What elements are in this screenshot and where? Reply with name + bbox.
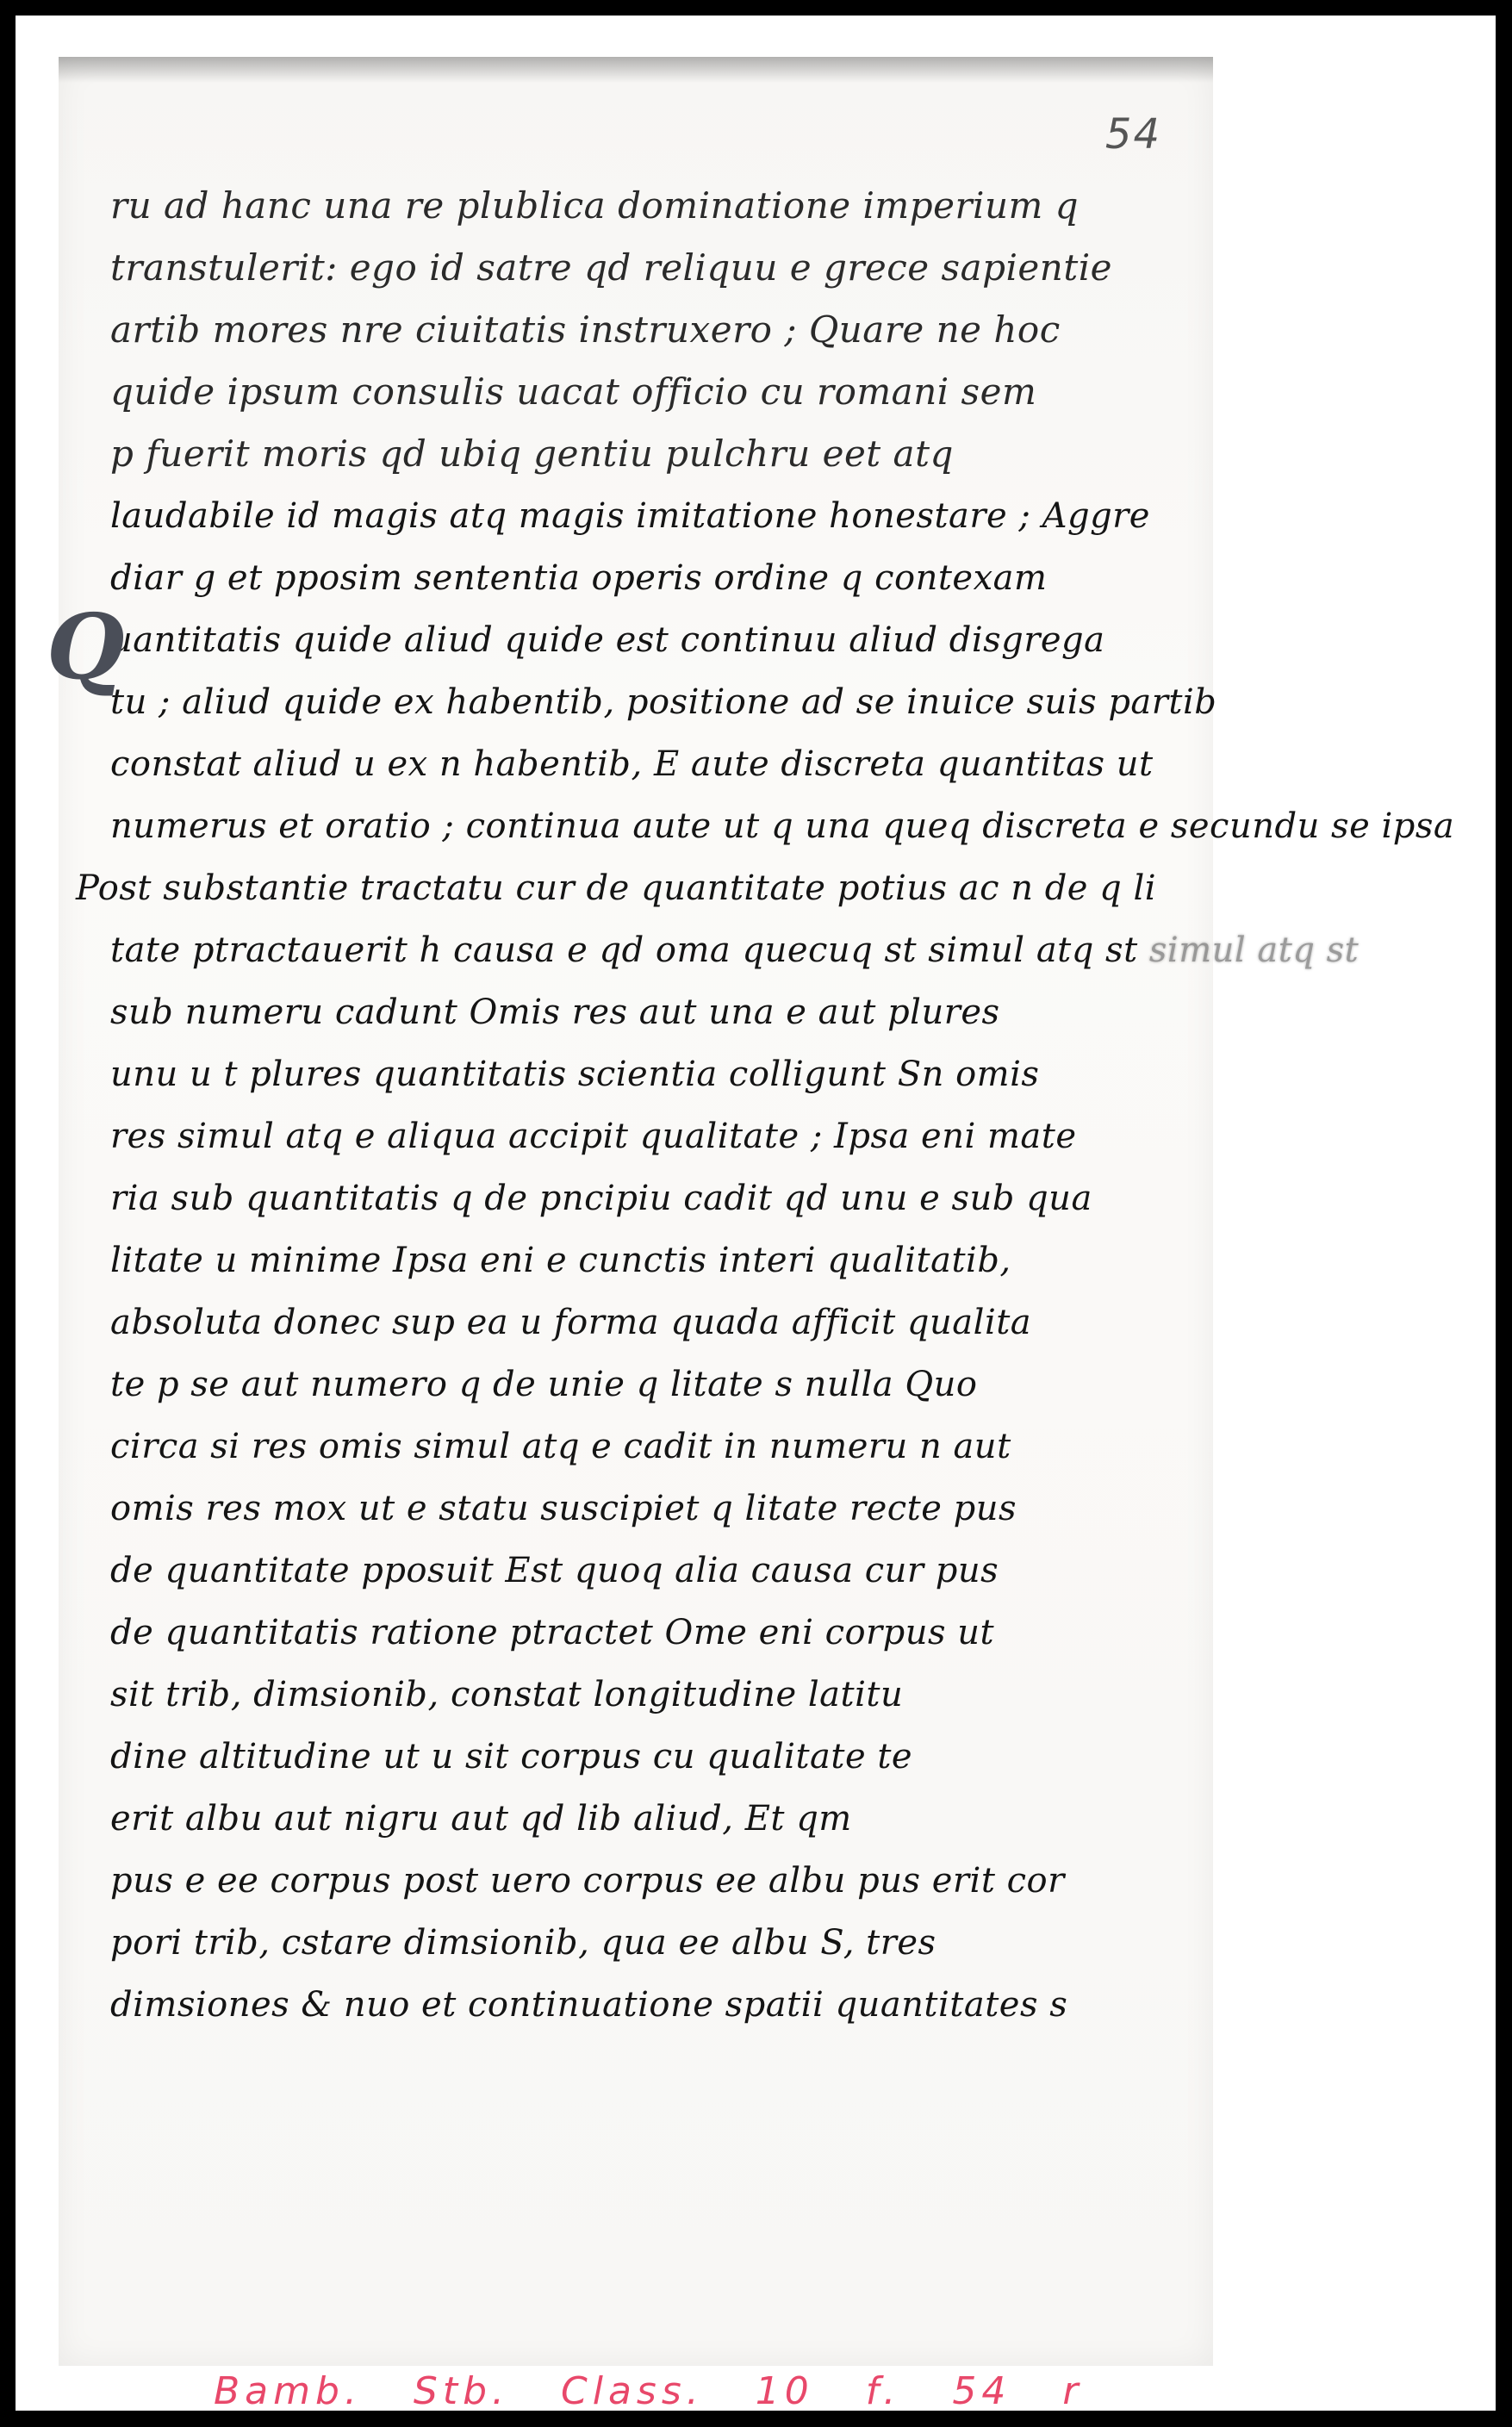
text-line: sit trib, dimsionib, constat longitudine latitu xyxy=(110,1675,904,1714)
text-line: transtulerit: ego id satre qd reliquu e grece sapientie xyxy=(110,246,1112,289)
text-line: ru ad hanc una re plublica dominatione imperium q xyxy=(110,184,1080,227)
text-line: res simul atq e aliqua accipit qualitate ; Ipsa eni mate xyxy=(110,1117,1077,1156)
text-line: dine altitudine ut u sit corpus cu qualitate te xyxy=(110,1737,913,1777)
smudged-fragment: simul atq st xyxy=(1148,930,1360,970)
text-line: artib mores nre ciuitatis instruxero ; Quare ne hoc xyxy=(110,308,1061,351)
text-line: pori trib, cstare dimsionib, qua ee albu S, tres xyxy=(110,1923,936,1963)
text-line: erit albu aut nigru aut qd lib aliud, Et qm xyxy=(110,1799,852,1839)
text-line: Post substantie tractatu cur de quantitate potius ac n de q li xyxy=(76,868,1157,908)
text-line: de quantitatis ratione ptractet Ome eni corpus ut xyxy=(110,1613,995,1652)
decorated-initial: Q xyxy=(47,594,126,700)
text-line: circa si res omis simul atq e cadit in numeru n aut xyxy=(110,1427,1011,1466)
text-line: diar g et pposim sententia operis ordine q contexam xyxy=(110,558,1048,598)
text-line: unu u t plures quantitatis scientia colligunt Sn omis xyxy=(110,1055,1040,1094)
library-shelfmark: Bamb. Stb. Class. 10 f. 54 r xyxy=(214,2369,1084,2413)
text-line: pus e ee corpus post uero corpus ee albu pus erit cor xyxy=(110,1861,1065,1901)
text-line: dimsiones & nuo et continuatione spatii quantitates s xyxy=(110,1985,1068,2025)
text-line: absoluta donec sup ea u forma quada afficit qualita xyxy=(110,1303,1032,1342)
scan-frame xyxy=(16,16,1496,2411)
text-line: laudabile id magis atq magis imitatione honestare ; Aggre xyxy=(110,496,1150,536)
text-line: te p se aut numero q de unie q litate s nulla Quo xyxy=(110,1365,978,1404)
text-line: numerus et oratio ; continua aute ut q una queq discreta e secundu se ipsa xyxy=(110,806,1455,846)
text-line: omis res mox ut e statu suscipiet q litate recte pus xyxy=(110,1489,1017,1528)
text-line: sub numeru cadunt Omis res aut una e aut plures xyxy=(110,993,1000,1032)
text-line-content: tate ptractauerit h causa e qd oma quecuq st simul atq st xyxy=(110,930,1138,970)
text-line: de quantitate pposuit Est quoq alia causa cur pus xyxy=(110,1551,999,1590)
text-line: p fuerit moris qd ubiq gentiu pulchru eet atq xyxy=(110,433,954,475)
text-line-content: uantitatis quide aliud quide est continuu aliud disgrega xyxy=(110,620,1105,660)
text-line: tu ; aliud quide ex habentib, positione ad se inuice suis partib xyxy=(110,682,1217,722)
text-line-with-initial xyxy=(47,594,1239,700)
text-line: litate u minime Ipsa eni e cunctis interi qualitatib, xyxy=(110,1241,1011,1280)
text-line: ria sub quantitatis q de pncipiu cadit qd unu e sub qua xyxy=(110,1179,1092,1218)
text-line xyxy=(110,919,1360,981)
text-line: constat aliud u ex n habentib, E aute discreta quantitas ut xyxy=(110,744,1154,784)
manuscript-text xyxy=(47,175,1455,2036)
folio-number: 54 xyxy=(1104,110,1161,159)
text-line: quide ipsum consulis uacat officio cu romani sem xyxy=(110,370,1037,413)
